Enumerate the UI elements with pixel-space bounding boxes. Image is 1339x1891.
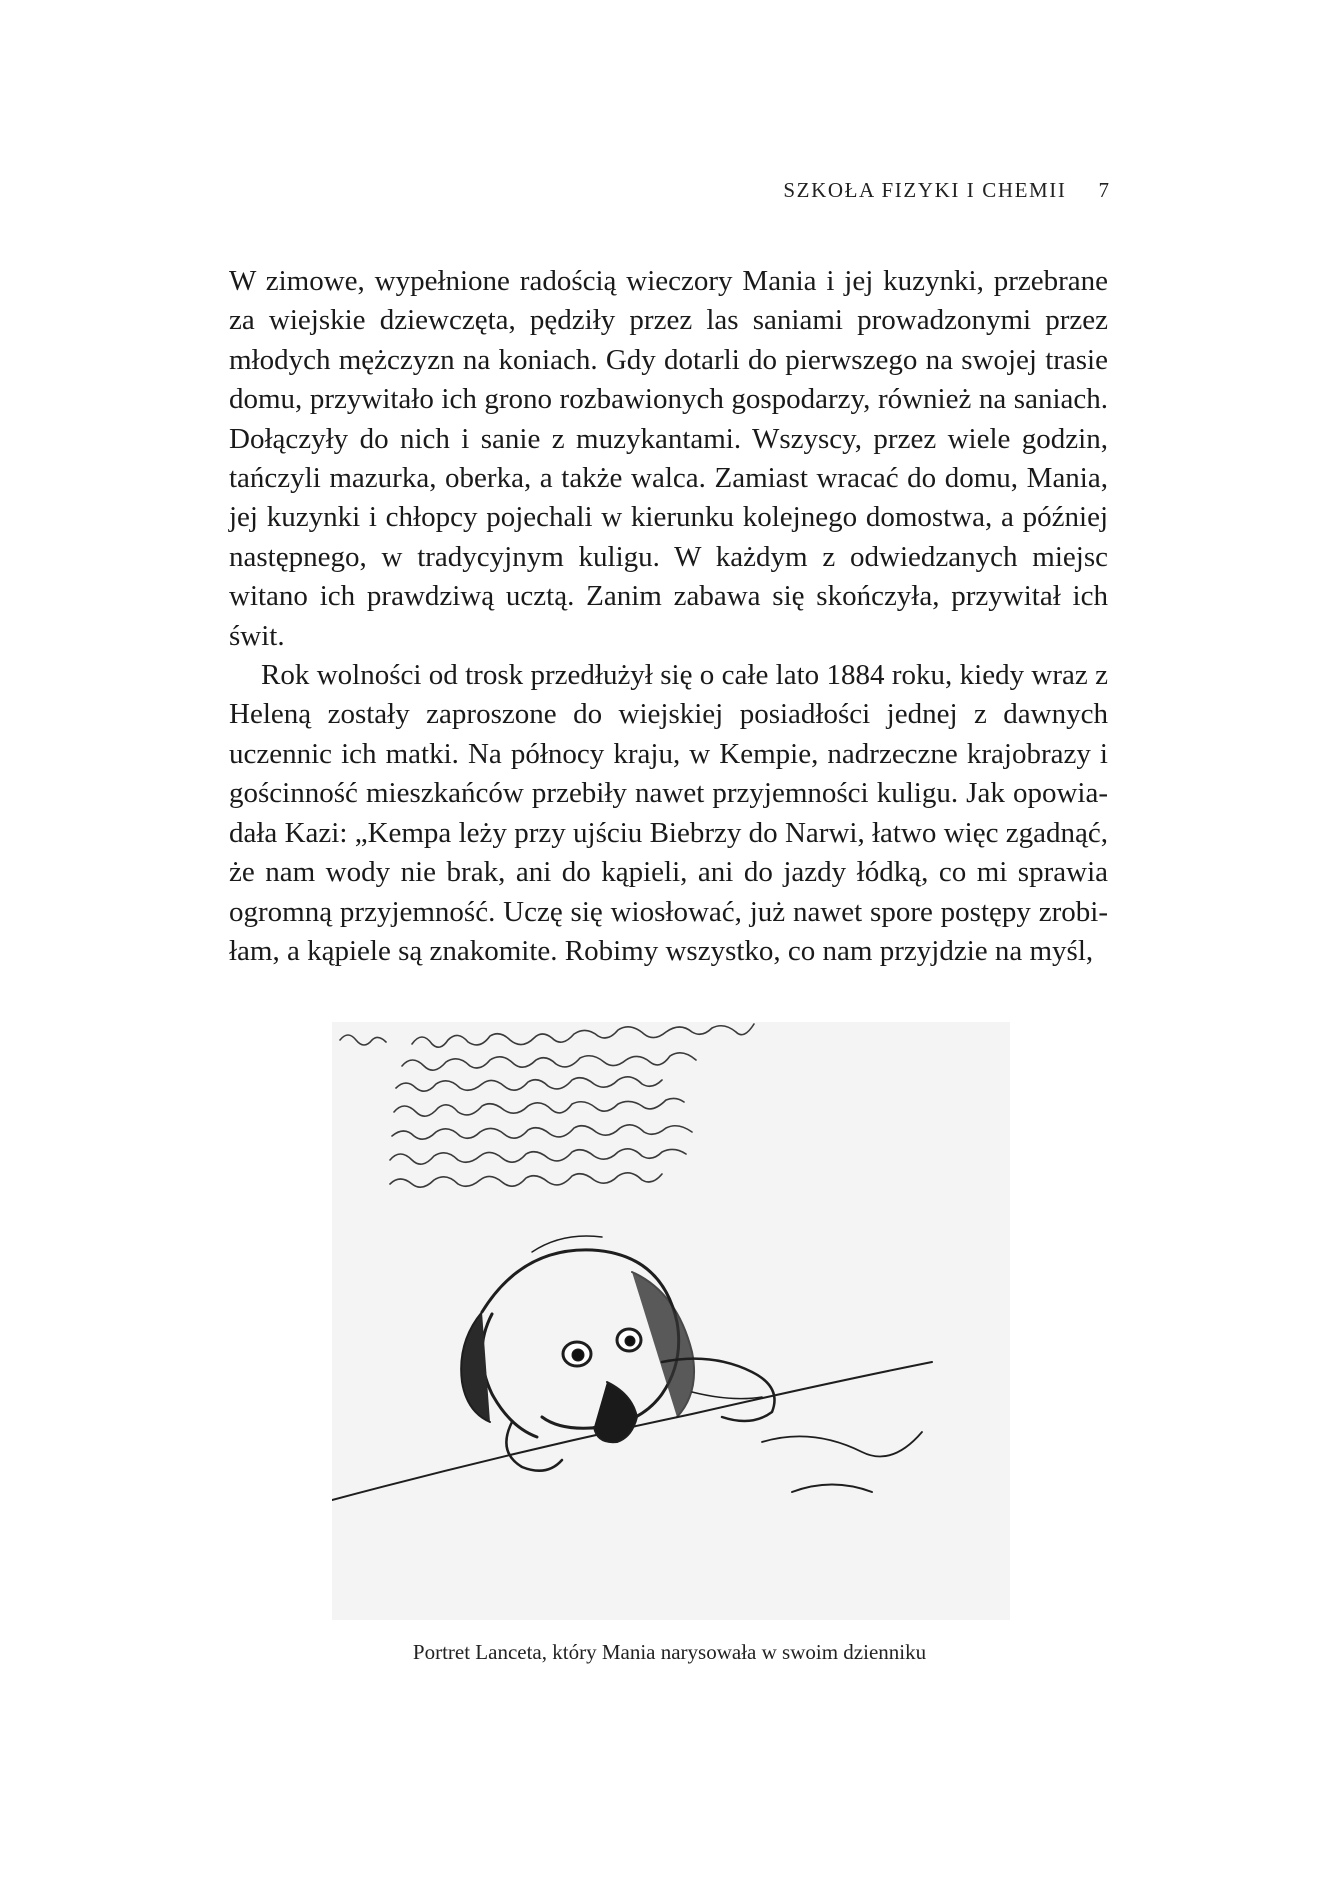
running-head [783, 178, 1109, 203]
figure-caption: Portret Lanceta, który Mania narysowała w swoim dzienniku [412, 1640, 927, 1664]
body-text [229, 262, 1108, 971]
running-title: SZKOŁA FIZYKI I CHEMII [783, 178, 1067, 202]
page-number: 7 [1098, 178, 1109, 202]
paragraph-1: W zimowe, wypełnione radością wieczory Mania i jej kuzynki, przebrane za wiejskie dziewczęta, pędziły przez las saniami prowadzonymi przez młodych mężczyzn na koniach. Gdy dotarli do pierwszego na swojej trasie domu, przywitało ich grono rozbawionych gospodarzy, również na saniach. Dołączyły do nich i sanie z muzykantami. Wszyscy, przez wiele godzin, tańczyli mazurka, oberka, a także walca. Zamiast wracać do domu, Mania, jej kuzynki i chłopcy pojechali w kierunku kolejnego domostwa, a później następnego, w tradycyjnym kuligu. W każdym z odwiedzanych miejsc witano ich prawdziwą ucztą. Zanim zabawa się skończyła, przywitał ich świt. [229, 265, 1108, 652]
figure-diary-drawing [332, 1022, 1010, 1620]
paragraph-2: Rok wolności od trosk przedłużył się o całe lato 1884 roku, kiedy wraz z Heleną zostały zaproszone do wiejskiej posiadłości jednej z dawnych uczennic ich matki. Na północy kraju, w Kempie, nadrzeczne krajobrazy i gościnność mieszkańców przebiły nawet przyjemności kuligu. Jak opowiadała Kazi: „Kempa leży przy ujściu Biebrzy do Narwi, łatwo więc zgadnąć, że nam wody nie brak, ani do kąpieli, ani do jazdy łódką, co mi sprawia ogromną przyjemność. Uczę się wiosłować, już nawet spore postępy zrobiłam, a kąpiele są znakomite. Robimy wszystko, co nam przyjdzie na myśl, [229, 659, 1108, 967]
diary-sketch-illustration [332, 1022, 1010, 1620]
